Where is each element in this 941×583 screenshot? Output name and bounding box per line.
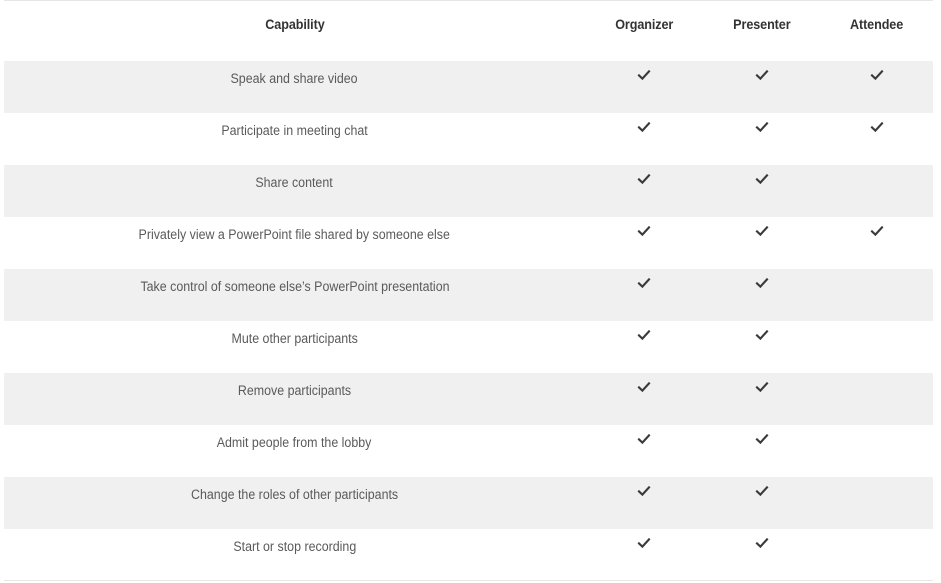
organizer-cell <box>585 477 703 529</box>
capability-cell <box>4 165 585 217</box>
check-icon <box>870 224 884 238</box>
presenter-cell <box>703 113 821 165</box>
capability-label: Share content <box>255 174 334 190</box>
check-icon <box>755 120 769 134</box>
organizer-cell <box>585 425 703 477</box>
table-row <box>4 61 933 113</box>
capability-cell <box>4 373 585 425</box>
capability-cell <box>4 217 585 269</box>
capability-label: Change the roles of other participants <box>190 486 399 502</box>
presenter-cell <box>703 477 821 529</box>
capability-table <box>4 0 933 581</box>
organizer-cell <box>585 113 703 165</box>
header-organizer: Organizer <box>614 16 673 33</box>
check-icon <box>637 380 651 394</box>
check-icon <box>755 432 769 446</box>
check-icon <box>637 224 651 238</box>
presenter-cell <box>703 321 821 373</box>
capability-cell <box>4 61 585 113</box>
check-icon <box>870 120 884 134</box>
organizer-cell <box>585 529 703 581</box>
header-attendee: Attendee <box>850 16 904 33</box>
capability-label: Privately view a PowerPoint file shared by someone else <box>138 226 451 242</box>
table-row <box>4 113 933 165</box>
table-header <box>4 1 933 48</box>
presenter-cell <box>703 165 821 217</box>
organizer-cell <box>585 321 703 373</box>
capability-label: Speak and share video <box>230 70 359 86</box>
capability-cell <box>4 529 585 581</box>
check-icon <box>637 120 651 134</box>
table-body <box>4 48 933 581</box>
capability-label: Start or stop recording <box>233 538 356 554</box>
table-row <box>4 373 933 425</box>
check-icon <box>637 536 651 550</box>
check-icon <box>637 276 651 290</box>
presenter-cell <box>703 373 821 425</box>
capability-label: Admit people from the lobby <box>217 434 372 450</box>
table-row <box>4 321 933 373</box>
organizer-cell <box>585 269 703 321</box>
check-icon <box>755 380 769 394</box>
check-icon <box>755 536 769 550</box>
capability-cell <box>4 113 585 165</box>
attendee-cell <box>821 321 933 373</box>
attendee-cell <box>821 425 933 477</box>
presenter-cell <box>703 425 821 477</box>
capability-label: Remove participants <box>237 382 352 398</box>
attendee-cell <box>821 269 933 321</box>
check-icon <box>637 68 651 82</box>
header-presenter: Presenter <box>733 16 791 33</box>
capability-label: Take control of someone else’s PowerPoint presentation <box>139 278 450 294</box>
header-row <box>4 1 933 48</box>
organizer-cell <box>585 61 703 113</box>
attendee-cell <box>821 165 933 217</box>
check-icon <box>637 432 651 446</box>
attendee-cell <box>821 477 933 529</box>
table-row <box>4 529 933 581</box>
capability-label: Mute other participants <box>231 330 358 346</box>
attendee-cell <box>821 373 933 425</box>
organizer-cell <box>585 165 703 217</box>
table-row <box>4 477 933 529</box>
presenter-cell <box>703 217 821 269</box>
capability-cell <box>4 321 585 373</box>
capability-label: Participate in meeting chat <box>221 122 368 138</box>
check-icon <box>637 328 651 342</box>
attendee-cell <box>821 113 933 165</box>
check-icon <box>755 484 769 498</box>
table-row <box>4 269 933 321</box>
table-row <box>4 425 933 477</box>
check-icon <box>755 328 769 342</box>
capability-cell <box>4 425 585 477</box>
check-icon <box>755 276 769 290</box>
check-icon <box>637 484 651 498</box>
check-icon <box>755 68 769 82</box>
organizer-cell <box>585 373 703 425</box>
presenter-cell <box>703 529 821 581</box>
organizer-cell <box>585 217 703 269</box>
presenter-cell <box>703 269 821 321</box>
header-capability: Capability <box>264 16 325 33</box>
capability-cell <box>4 477 585 529</box>
check-icon <box>755 224 769 238</box>
attendee-cell <box>821 217 933 269</box>
table-row <box>4 165 933 217</box>
capability-cell <box>4 269 585 321</box>
attendee-cell <box>821 529 933 581</box>
check-icon <box>870 68 884 82</box>
attendee-cell <box>821 61 933 113</box>
table-row <box>4 217 933 269</box>
check-icon <box>755 172 769 186</box>
check-icon <box>637 172 651 186</box>
presenter-cell <box>703 61 821 113</box>
header-spacer <box>4 48 933 61</box>
